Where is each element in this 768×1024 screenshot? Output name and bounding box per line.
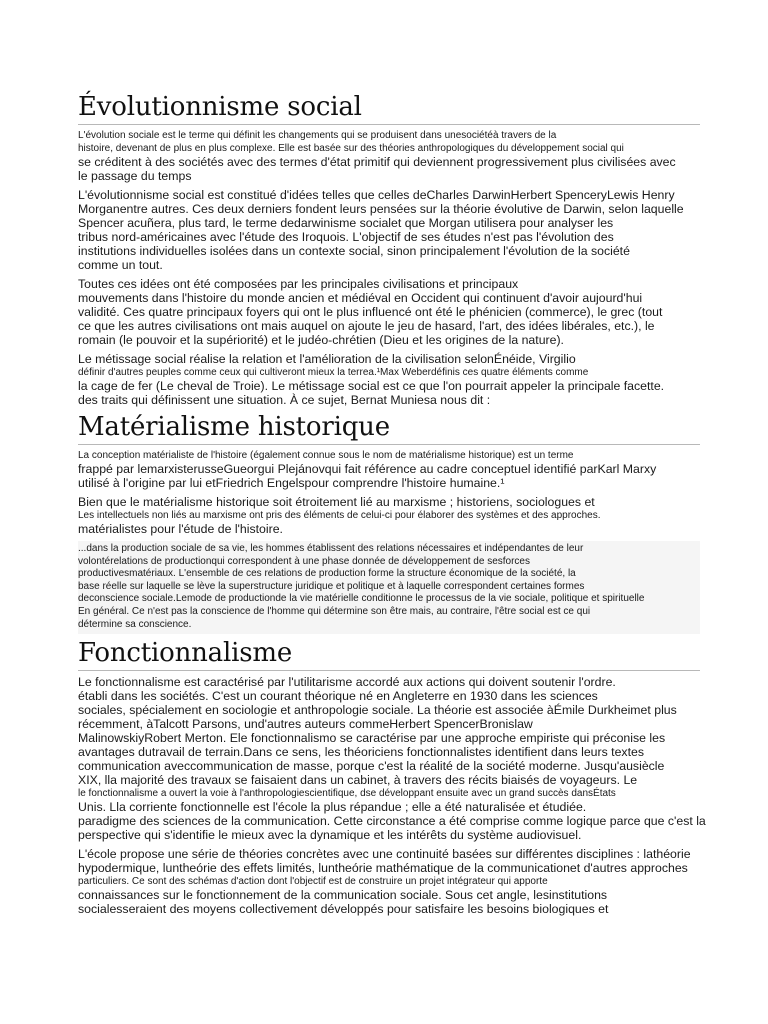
document-page [78, 92, 706, 921]
text-line: Toutes ces idées ont été composées par les principales civilisations et principaux [78, 277, 519, 291]
text-line: ce que les autres civilisations ont mais auquel on ajoute le jeu de hasard, l'art, des idées libérales, etc.), le [78, 319, 655, 333]
text-line: connaissances sur le fonctionnement de la communication sociale. Sous cet angle, lesinstitutions [78, 888, 608, 903]
quote-line: volontérelations de productionqui correspondent à une phase donnée de développement de sesforces [78, 555, 530, 567]
block-quote [78, 541, 700, 634]
section-heading: Fonctionnalisme [78, 638, 700, 671]
paragraph [78, 675, 706, 843]
text-line: définir d'autres peuples comme ceux qui cultiveront mieux la terrea.¹Max Weberdéfinis ces quatre éléments comme [78, 367, 589, 378]
text-line: paradigme des sciences de la communication. Cette circonstance a été comprise comme logique parce que c'est la [78, 814, 706, 829]
text-line: perspective qui s'identifie le mieux avec la dynamique et les intérêts du système audiovisuel. [78, 828, 582, 843]
paragraph [78, 352, 700, 407]
text-line: le passage du temps [78, 169, 192, 183]
text-line: sociales, spécialement en sociologie et anthropologie sociale. La théorie est associée àÉmile Durkheimet plus [78, 703, 677, 718]
text-line: institutions individuelles isolées dans un contexte social, sinon principalement l'évolution de la société [78, 244, 630, 258]
paragraph [78, 847, 700, 916]
quote-line: détermine sa conscience. [78, 618, 192, 630]
section-evolutionnisme [78, 92, 700, 407]
section-heading: Évolutionnisme social [78, 92, 700, 125]
text-line: tribus nord-américaines avec l'étude des Iroquois. L'objectif de ses études n'est pas l'évolution des [78, 230, 614, 244]
section-materialisme [78, 412, 700, 634]
text-line: mouvements dans l'histoire du monde ancien et médiéval en Occident qui continuent d'avoir aujourd'hui [78, 291, 643, 305]
paragraph [78, 495, 700, 536]
quote-line: productivesmatériaux. L'ensemble de ces relations de production forme la structure économique de la société, la [78, 568, 576, 580]
section-fonctionnalisme [78, 638, 706, 917]
text-line: Morganentre autres. Ces deux derniers fondent leurs pensées sur la théorie évolutive de Darwin, selon laquelle [78, 202, 684, 216]
text-line: avantages dutravail de terrain.Dans ce sens, les théoriciens fonctionnalistes identifient dans leurs textes [78, 745, 644, 760]
text-line: L'évolutionnisme social est constitué d'idées telles que celles deCharles DarwinHerbert SpenceryLewis Henry [78, 188, 675, 202]
text-line: particuliers. Ce sont des schémas d'action dont l'objectif est de construire un projet intégrateur qui apporte [78, 876, 548, 888]
text-line: établi dans les sociétés. C'est un courant théorique né en Angleterre en 1930 dans les sciences [78, 689, 598, 704]
text-line: Unis. Lla corriente fonctionnelle est l'école la plus répandue ; elle a été naturalisée et étudiée. [78, 800, 587, 815]
text-line: Bien que le matérialisme historique soit étroitement lié au marxisme ; historiens, sociologues et [78, 495, 595, 509]
text-line: utilisé à l'origine par lui etFriedrich Engelspour comprendre l'histoire humaine.¹ [78, 476, 505, 490]
text-line: la cage de fer (Le cheval de Troie). Le métissage social est ce que l'on pourrait appeler la principale facette. [78, 379, 665, 393]
text-line: se créditent à des sociétés avec des termes d'état primitif qui deviennent progressivement plus civilisées avec [78, 155, 676, 169]
text-line: comme un tout. [78, 258, 163, 272]
text-line: socialesseraient des moyens collectivement développés pour satisfaire les besoins biologiques et [78, 902, 609, 917]
text-line: La conception matérialiste de l'histoire (également connue sous le nom de matérialisme historique) est un terme [78, 450, 574, 461]
quote-line: deconscience sociale.Lemode de productionde la vie matérielle conditionne le processus de la vie sociale, politique et spirituelle [78, 593, 645, 605]
text-line: Le fonctionnalisme est caractérisé par l'utilitarisme accordé aux actions qui doivent soutenir l'ordre. [78, 675, 616, 690]
text-line: histoire, devenant de plus en plus complexe. Elle est basée sur des théories anthropologiques du développement social qui [78, 143, 624, 154]
paragraph [78, 129, 700, 183]
quote-line: base réelle sur laquelle se lève la superstructure juridique et politique et à laquelle correspondent certaines formes [78, 580, 585, 592]
text-line: L'école propose une série de théories concrètes avec une continuité basées sur différentes disciplines : lathéorie [78, 847, 691, 862]
text-line: Le métissage social réalise la relation et l'amélioration de la civilisation selonÉnéide, Virgilio [78, 352, 576, 366]
text-line: des traits qui définissent une situation. À ce sujet, Bernat Muniesa nous dit : [78, 393, 491, 407]
text-line: le fonctionnalisme a ouvert la voie à l'anthropologiescientifique, dse développant ensuite avec un grand succès dansÉtats [78, 788, 616, 800]
text-line: L'évolution sociale est le terme qui définit les changements qui se produisent dans unesociétéà travers de la [78, 130, 557, 141]
text-line: MalinowskiyRobert Merton. Ele fonctionnalismo se caractérise par une approche empiriste qui préconise les [78, 731, 666, 746]
text-line: romain (le pouvoir et la supériorité) et le judéo-chrétien (Dieu et les origines de la nature). [78, 333, 564, 347]
text-line: XIX, lla majorité des travaux se faisaient dans un cabinet, à travers des récits biaisés de voyageurs. Le [78, 773, 638, 788]
paragraph [78, 277, 700, 347]
text-line: Les intellectuels non liés au marxisme ont pris des éléments de celui-ci pour élaborer des systèmes et des approches. [78, 510, 601, 521]
text-line: hypodermique, luntheórie des effets limités, luntheórie mathématique de la communicationet d'autres approches [78, 861, 688, 876]
text-line: Spencer acuñera, plus tard, le terme dedarwinisme socialet que Morgan utilisera pour analyser les [78, 216, 614, 230]
text-line: validité. Ces quatre principaux foyers qui ont le plus influencé ont été le phénicien (commerce), le grec (tout [78, 305, 663, 319]
quote-line: En général. Ce n'est pas la conscience de l'homme qui détermine son être mais, au contraire, l'être social est ce qui [78, 605, 591, 617]
section-heading: Matérialisme historique [78, 412, 700, 445]
paragraph [78, 188, 700, 272]
text-line: communication aveccommunication de masse, porque c'est la réalité de la société moderne. Jusqu'ausiècle [78, 759, 665, 774]
quote-line: ...dans la production sociale de sa vie, les hommes établissent des relations nécessaires et indépendantes de leur [78, 543, 584, 554]
paragraph [78, 449, 700, 490]
text-line: frappé par lemarxisterusseGueorgui Plejánovqui fait référence au cadre conceptuel identifié parKarl Marxy [78, 462, 657, 476]
text-line: matérialistes pour l'étude de l'histoire. [78, 522, 283, 536]
text-line: récemment, àTalcott Parsons, und'autres auteurs commeHerbert SpencerBronislaw [78, 717, 533, 732]
